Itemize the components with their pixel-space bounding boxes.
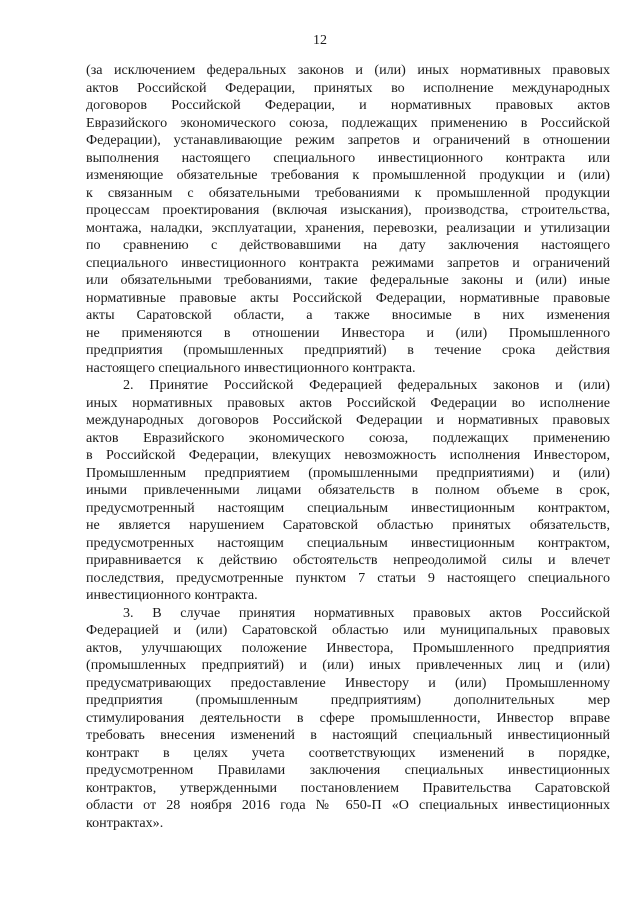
text-line: актов, улучшающих положение Инвестора, Промышленного предприятия: [86, 639, 610, 656]
text-line: в Российской Федерации, влекущих невозможность исполнения Инвестором,: [86, 447, 610, 463]
text-line: Федерации), устанавливающие режим запретов и ограничений в отношении: [86, 132, 610, 148]
text-line: (за исключением федеральных законов и (или) иных нормативных правовых: [86, 62, 610, 78]
text-line: иными привлеченными лицами обязательств в полном объеме в срок,: [86, 482, 610, 498]
text-line: нормативные правовые акты Российской Федерации, нормативные правовые: [86, 289, 610, 306]
text-line: контрактах».: [86, 814, 164, 831]
text-line: монтажа, наладки, эксплуатации, хранения, перевозки, реализации и утилизации: [86, 219, 610, 236]
text-line: стимулирования деятельности в сфере промышленности, Инвестор вправе: [86, 709, 610, 726]
text-line: акты Саратовской области, а также вносимые в них изменения: [86, 307, 610, 323]
page-number: 12: [313, 33, 327, 48]
text-line: Промышленным предприятием (промышленными предприятиями) и (или): [86, 464, 610, 481]
text-line: предусмотренных настоящим специальным инвестиционным контрактом,: [86, 534, 610, 551]
text-line: договоров Российской Федерации, и нормативных правовых актов: [86, 97, 610, 113]
paragraph: [86, 377, 610, 605]
text-line: (промышленных предприятий) и (или) иных привлеченных лиц и (или): [86, 657, 610, 673]
text-line: изменяющие обязательные требования к промышленной продукции и (или): [86, 167, 610, 183]
text-line: 2. Принятие Российской Федерацией федеральных законов и (или): [123, 377, 610, 393]
text-line: инвестиционного контракта.: [86, 587, 258, 603]
text-line: специального инвестиционного контракта режимами запретов и ограничений: [86, 254, 610, 271]
text-line: выполнения настоящего специального инвестиционного контракта или: [86, 149, 610, 166]
text-line: не является нарушением Саратовской областью принятых обязательств,: [86, 517, 610, 533]
text-line: предусмотренный настоящим специальным инвестиционным контрактом,: [86, 499, 610, 516]
text-line: процессам проектирования (включая изыскания), производства, строительства,: [86, 202, 610, 218]
text-line: приравнивается к действию обстоятельств непреодолимой силы и влечет: [86, 552, 610, 568]
text-line: иных нормативных правовых актов Российской Федерации во исполнение: [86, 394, 610, 411]
text-line: 3. В случае принятия нормативных правовых актов Российской: [123, 604, 610, 621]
text-line: актов Евразийского экономического союза, подлежащих применению: [86, 429, 610, 446]
text-line: последствия, предусмотренные пунктом 7 статьи 9 настоящего специального: [86, 569, 610, 586]
text-line: предприятия (промышленным предприятиям) дополнительных мер: [86, 692, 610, 708]
paragraph: [86, 62, 610, 377]
text-line: Федерацией и (или) Саратовской областью или муниципальных правовых: [86, 622, 610, 638]
document-body: [86, 62, 610, 832]
text-line: Евразийского экономического союза, подлежащих применению в Российской: [86, 114, 610, 131]
text-line: не применяются в отношении Инвестора и (или) Промышленного: [86, 324, 610, 341]
text-line: предусмотренном Правилами заключения специальных инвестиционных: [86, 762, 610, 778]
text-line: актов Российской Федерации, принятых во исполнение международных: [86, 79, 610, 96]
text-line: по сравнению с действовавшими на дату заключения настоящего: [86, 237, 610, 253]
text-line: международных договоров Российской Федерации и нормативных правовых: [86, 412, 610, 428]
text-line: предприятия (промышленных предприятий) в течение срока действия: [86, 342, 610, 358]
text-line: требовать внесения изменений в настоящий специальный инвестиционный: [86, 727, 610, 743]
text-line: контракт в целях учета соответствующих изменений в порядке,: [86, 744, 610, 761]
text-line: области от 28 ноября 2016 года № 650-П «О специальных инвестиционных: [86, 797, 610, 813]
text-line: предусматривающих предоставление Инвестору и (или) Промышленному: [86, 674, 610, 691]
text-line: к связанным с обязательными требованиями к промышленной продукции: [86, 184, 610, 201]
text-line: настоящего специального инвестиционного контракта.: [86, 359, 416, 376]
text-line: контрактов, утвержденными постановлением Правительства Саратовской: [86, 779, 610, 796]
paragraph: [86, 605, 610, 833]
text-line: или обязательными требованиями, такие федеральные законы и (или) иные: [86, 272, 610, 288]
